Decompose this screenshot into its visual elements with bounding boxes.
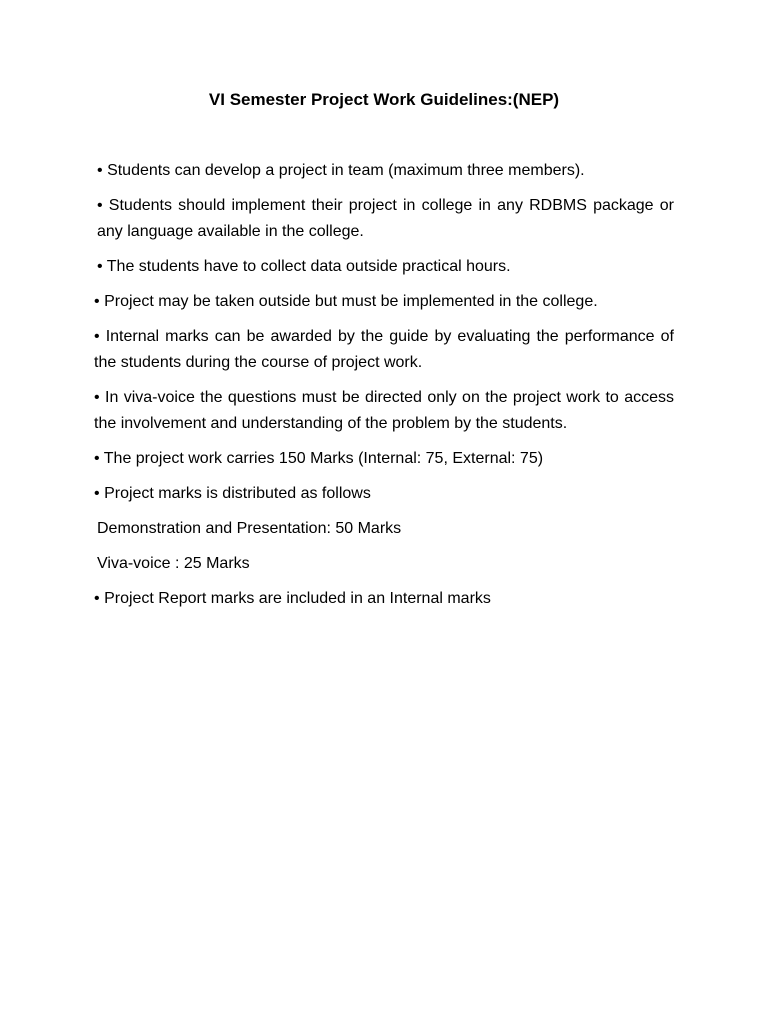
list-item [94,289,674,315]
list-item [94,481,674,507]
list-item-text: The project work carries 150 Marks (Internal: 75, External: 75) [103,450,544,467]
list-item-text: Internal marks can be awarded by the guide by evaluating the performance of the students during the course of project work. [94,328,674,371]
guidelines-list [94,158,674,621]
bullet-icon: • [94,485,100,502]
list-item-text: Students should implement their project in college in any RDBMS package or any language available in the college. [97,197,674,240]
list-item [94,586,674,612]
list-item-text: In viva-voice the questions must be directed only on the project work to access the involvement and understanding of the problem by the students. [94,389,674,432]
page-title: VI Semester Project Work Guidelines:(NEP) [208,90,560,109]
bullet-icon: • [97,162,103,179]
list-item [94,158,674,184]
list-item-text: Project marks is distributed as follows [104,485,371,502]
list-item [94,324,674,376]
bullet-icon: • [94,389,100,406]
list-item-text: Project may be taken outside but must be implemented in the college. [104,293,598,310]
list-item-text: Project Report marks are included in an Internal marks [104,590,491,607]
distribution-line: Viva-voice : 25 Marks [97,555,250,572]
bullet-icon: • [94,328,100,345]
list-item [94,446,674,472]
bullet-icon: • [97,197,103,214]
list-item-text: The students have to collect data outside practical hours. [106,258,511,275]
list-item [94,385,674,437]
list-item [94,193,674,245]
bullet-icon: • [94,293,100,310]
list-item-text: Students can develop a project in team (maximum three members). [107,162,585,179]
bullet-icon: • [94,450,100,467]
bullet-icon: • [94,590,100,607]
distribution-line: Demonstration and Presentation: 50 Marks [97,520,402,537]
bullet-icon: • [97,258,103,275]
list-item [94,254,674,280]
